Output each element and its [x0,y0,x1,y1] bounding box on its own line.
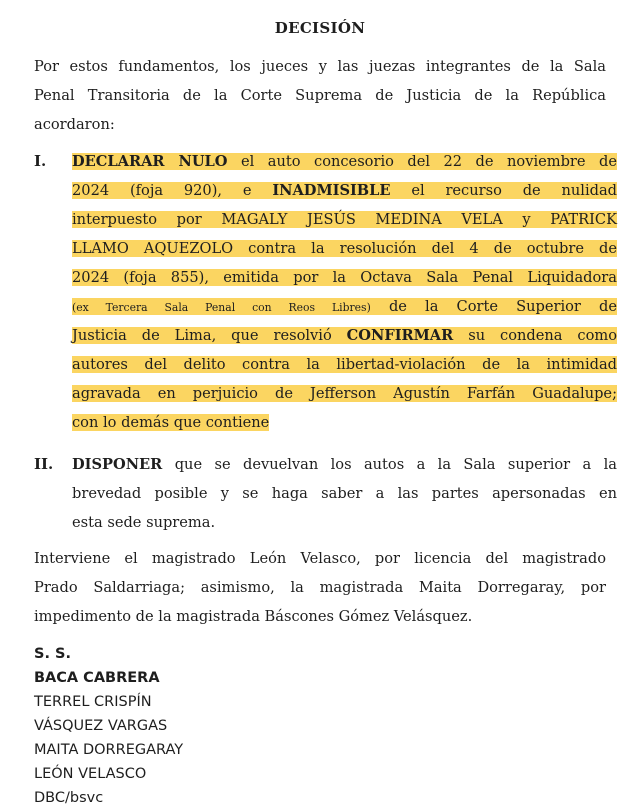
item-1-text [72,147,617,437]
intro-line: Por estos fundamentos, los jueces y las juezas integrantes de la Sala [34,58,606,75]
closing-paragraph [34,544,606,631]
item-1-line [72,379,617,408]
intro-line: Penal Transitoria de la Corte Suprema de Justicia de la República [34,87,606,104]
item-1-line-text: interpuesto por MAGALY JESÚS MEDINA VELA y PATRICK [72,211,617,228]
item-1-line [72,292,617,321]
item-numeral: II. [34,455,54,473]
item-1-line-text: LLAMO AQUEZOLO contra la resolución del 4 de octubre de [72,240,617,257]
confirmar-text: CONFIRMAR [346,327,454,344]
declarar-nulo-text: DECLARAR NULO [72,153,228,170]
item-1-line-text: 2024 (foja 920), e [72,182,273,199]
item-1-line [72,321,617,350]
item-1-line [72,350,617,379]
item-2-line [72,450,617,479]
ss-label: S. S. [34,646,71,662]
closing-line: Interviene el magistrado León Velasco, por licencia del magistrado [34,550,606,567]
judge-name: LEÓN VELASCO [34,766,147,782]
intro-paragraph [34,52,606,139]
item-2-line: brevedad posible y se haga saber a las partes apersonadas en [72,485,617,502]
item-1-line [72,147,617,176]
item-1-line [72,263,617,292]
judge-name: VÁSQUEZ VARGAS [34,718,168,734]
judge-name: BACA CABRERA [34,670,160,686]
ex-sala-note: (ex Tercera Sala Penal con Reos Libres) [72,301,371,314]
intro-line: acordaron: [34,116,115,133]
document-title: DECISIÓN [274,19,366,37]
item-1-line-text: el recurso de nulidad [390,182,617,199]
inadmisible-text: INADMISIBLE [272,182,391,199]
item-2-line-text: que se devuelvan los autos a la Sala superior a la [162,456,617,473]
item-2-text [72,450,617,537]
item-1-line-text: autores del delito contra la libertad-violación de la intimidad [72,356,617,373]
item-1-line-text: Justicia de Lima, que resolvió [72,327,347,344]
item-1-line-text: agravada en perjuicio de Jefferson Agustín Farfán Guadalupe; [72,385,617,402]
item-1-line [72,176,617,205]
item-1-line-text: su condena como [453,327,617,344]
item-1-line-text: de la Corte Superior de [370,298,617,315]
initials: DBC/bsvc [34,790,104,806]
item-1-line [72,234,617,263]
item-1-line [72,205,617,234]
item-numeral: I. [34,152,47,170]
disponer-text: DISPONER [72,456,163,473]
signature-block [34,642,183,810]
judge-name: TERREL CRISPÍN [34,694,152,710]
item-1-line [72,408,617,437]
item-1-line-text: el auto concesorio del 22 de noviembre de [227,153,617,170]
closing-line: impedimento de la magistrada Báscones Gómez Velásquez. [34,608,473,625]
item-2-line: esta sede suprema. [72,514,216,531]
judge-name: MAITA DORREGARAY [34,742,184,758]
item-1-line-text: 2024 (foja 855), emitida por la Octava Sala Penal Liquidadora [72,269,617,286]
item-1-line-text: con lo demás que contiene [72,414,270,431]
closing-line: Prado Saldarriaga; asimismo, la magistrada Maita Dorregaray, por [34,579,606,596]
